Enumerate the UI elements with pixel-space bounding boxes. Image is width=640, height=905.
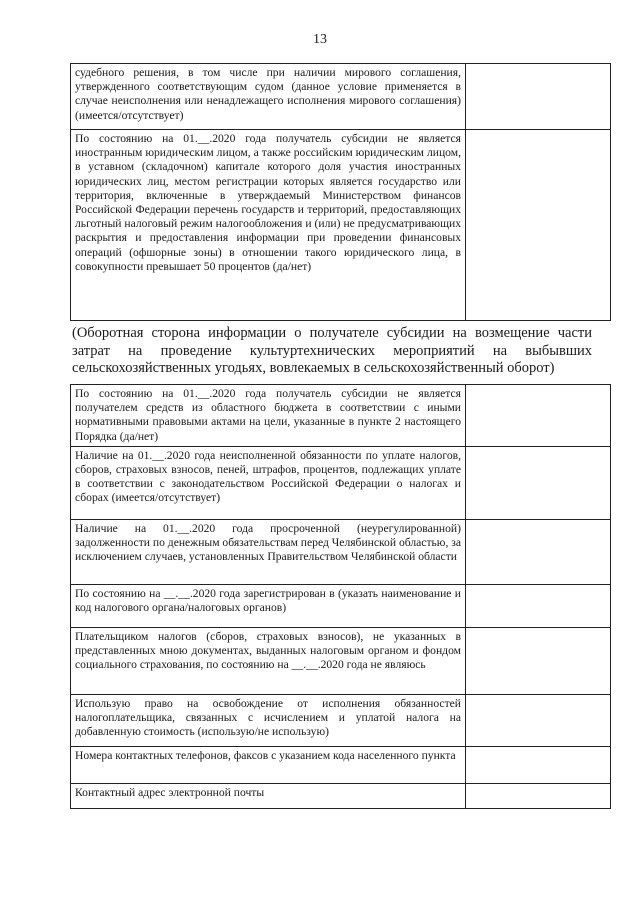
table-row	[71, 446, 611, 519]
table-row	[71, 130, 611, 321]
row-question: По состоянию на __.__.2020 года зарегистрирован в (указать наименование и код налогового органа/налоговых органов)	[71, 584, 466, 627]
table-row	[71, 385, 611, 447]
page-number: 13	[313, 32, 327, 47]
table-row	[71, 64, 611, 130]
row-answer-field[interactable]	[466, 64, 611, 130]
row-answer-field[interactable]	[466, 385, 611, 447]
section-heading: (Оборотная сторона информации о получателе субсидии на возмещение части затрат на проведение культуртехнических мероприятий на выбывших сельскохозяйственных угодьях, вовлекаемых в сельскохозяйственный оборот)	[72, 325, 592, 376]
row-question: Контактный адрес электронной почты	[71, 783, 466, 808]
row-answer-field[interactable]	[466, 446, 611, 519]
info-table-bottom	[70, 384, 611, 809]
row-question: Плательщиком налогов (сборов, страховых взносов), не указанных в представленных мною документах, выданных налоговым органом и фондом социального страхования, по состоянию на __.__.2020 года не являюсь	[71, 627, 466, 694]
row-question: По состоянию на 01.__.2020 года получатель субсидии не является иностранным юридическим лицом, а также российским юридическим лицом, в уставном (складочном) капитале которого доля участия иностранных юридических лиц, местом регистрации которых является государство или территория, включенные в утверждаемый Министерством финансов Российской Федерации перечень государств и территорий, предоставляющих льготный налоговый режим налогообложения и (или) не предусматривающих раскрытия и предоставления информации при проведении финансовых операций (офшорные зоны) в отношении такого юридического лица, в совокупности превышает 50 процентов (да/нет)	[71, 130, 466, 321]
row-question: Номера контактных телефонов, факсов с указанием кода населенного пункта	[71, 746, 466, 783]
row-answer-field[interactable]	[466, 584, 611, 627]
row-question: Использую право на освобождение от исполнения обязанностей налогоплательщика, связанных с исчислением и уплатой налога на добавленную стоимость (использую/не использую)	[71, 694, 466, 746]
table-row	[71, 584, 611, 627]
row-answer-field[interactable]	[466, 746, 611, 783]
table-row	[71, 627, 611, 694]
row-answer-field[interactable]	[466, 783, 611, 808]
table-row	[71, 783, 611, 808]
row-answer-field[interactable]	[466, 627, 611, 694]
row-question: судебного решения, в том числе при наличии мирового соглашения, утвержденного соответствующим судом (данное условие применяется в случае неисполнения или ненадлежащего исполнения мирового соглашения) (имеется/отсутствует)	[71, 64, 466, 130]
row-answer-field[interactable]	[466, 519, 611, 584]
info-table-top	[70, 63, 611, 321]
row-answer-field[interactable]	[466, 130, 611, 321]
table-row	[71, 519, 611, 584]
row-answer-field[interactable]	[466, 694, 611, 746]
table-row	[71, 746, 611, 783]
table-row	[71, 694, 611, 746]
row-question: По состоянию на 01.__.2020 года получатель субсидии не является получателем средств из областного бюджета в соответствии с иными нормативными правовыми актами на цели, указанные в пункте 2 настоящего Порядка (да/нет)	[71, 385, 466, 447]
row-question: Наличие на 01.__.2020 года неисполненной обязанности по уплате налогов, сборов, страховых взносов, пеней, штрафов, процентов, подлежащих уплате в соответствии с законодательством Российской Федерации о налогах и сборах (имеется/отсутствует)	[71, 446, 466, 519]
row-question: Наличие на 01.__.2020 года просроченной (неурегулированной) задолженности по денежным обязательствам перед Челябинской областью, за исключением случаев, установленных Правительством Челябинской области	[71, 519, 466, 584]
